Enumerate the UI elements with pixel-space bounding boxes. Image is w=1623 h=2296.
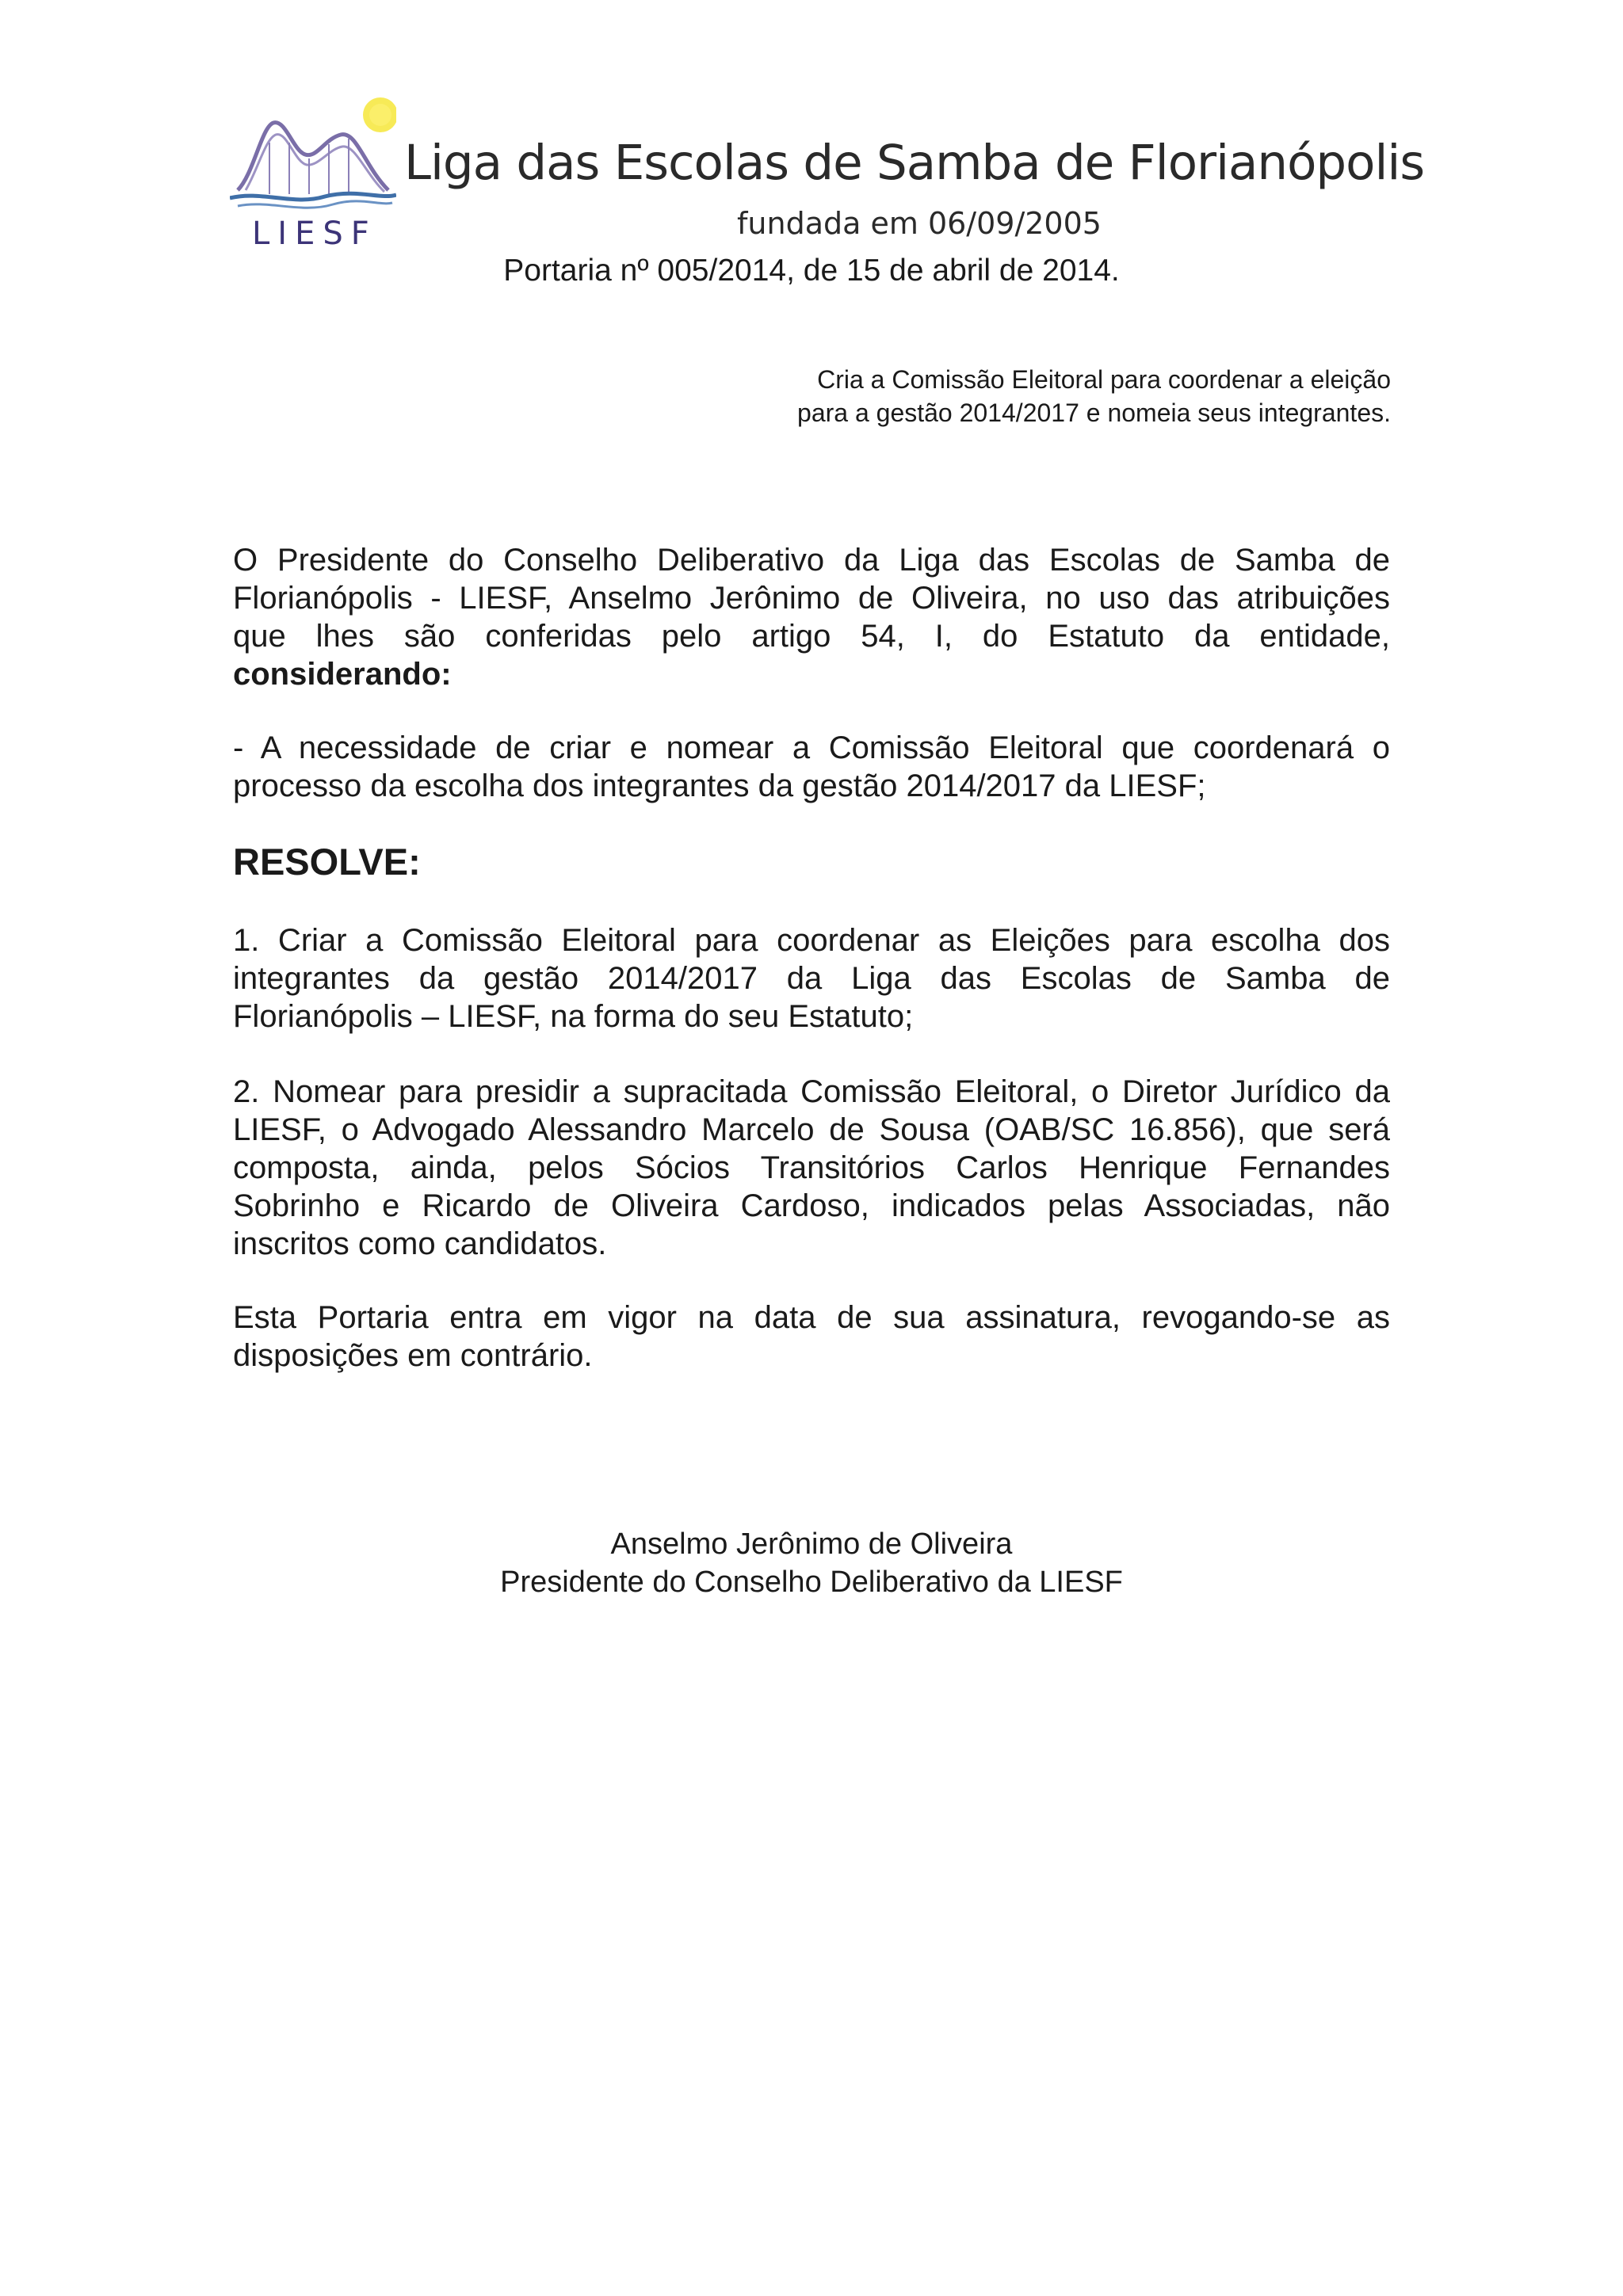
paragraph-line: 2. Nomear para presidir a supracitada Comissão Eleitoral, o Diretor Jurídico da xyxy=(233,1074,1390,1109)
resolve-heading: RESOLVE: xyxy=(233,841,421,883)
paragraph-line: Esta Portaria entra em vigor na data de sua assinatura, revogando-se as xyxy=(233,1300,1390,1335)
considerando-paragraph xyxy=(233,729,1390,805)
signatory-name: Anselmo Jerônimo de Oliveira xyxy=(610,1527,1013,1561)
paragraph-line: composta, ainda, pelos Sócios Transitórios Carlos Henrique Fernandes xyxy=(233,1150,1390,1185)
water-icon xyxy=(230,193,396,200)
preamble-paragraph xyxy=(233,541,1390,693)
paragraph-line: 1. Criar a Comissão Eleitoral para coordenar as Eleições para escolha dos xyxy=(233,923,1390,958)
signatory-role: Presidente do Conselho Deliberativo da LIESF xyxy=(500,1566,1123,1599)
ementa-line: para a gestão 2014/2017 e nomeia seus integrantes. xyxy=(797,399,1391,427)
liesf-logo xyxy=(230,95,396,254)
paragraph-line: O Presidente do Conselho Deliberativo da Liga das Escolas de Samba de xyxy=(233,543,1390,578)
item-2-paragraph xyxy=(233,1073,1390,1263)
paragraph-line: inscritos como candidatos. xyxy=(233,1226,607,1261)
organization-name: Liga das Escolas de Samba de Florianópolis xyxy=(404,135,1425,191)
item-1-paragraph xyxy=(233,921,1390,1035)
paragraph-line: - A necessidade de criar e nomear a Comissão Eleitoral que coordenará o xyxy=(233,730,1390,765)
paragraph-line: processo da escolha dos integrantes da gestão 2014/2017 da LIESF; xyxy=(233,769,1206,803)
ementa xyxy=(678,363,1391,429)
document-title: Portaria nº 005/2014, de 15 de abril de 2014. xyxy=(503,254,1120,288)
ementa-line: Cria a Comissão Eleitoral para coordenar a eleição xyxy=(817,365,1391,394)
letterhead xyxy=(230,95,1425,254)
signature-block xyxy=(0,1525,1623,1601)
closing-paragraph xyxy=(233,1299,1390,1375)
paragraph-line: Florianópolis – LIESF, na forma do seu Estatuto; xyxy=(233,999,914,1034)
paragraph-line: LIESF, o Advogado Alessandro Marcelo de Sousa (OAB/SC 16.856), que será xyxy=(233,1112,1390,1147)
paragraph-line: Sobrinho e Ricardo de Oliveira Cardoso, indicados pelas Associadas, não xyxy=(233,1188,1390,1223)
paragraph-line: Florianópolis - LIESF, Anselmo Jerônimo de Oliveira, no uso das atribuições xyxy=(233,581,1390,616)
considerando-label: considerando: xyxy=(233,657,452,692)
paragraph-line: que lhes são conferidas pelo artigo 54, I, do Estatuto da entidade, xyxy=(233,619,1390,654)
logo-text: LIESF xyxy=(252,215,377,252)
founded-date: fundada em 06/09/2005 xyxy=(737,206,1102,241)
paragraph-line: disposições em contrário. xyxy=(233,1338,593,1373)
paragraph-line: integrantes da gestão 2014/2017 da Liga das Escolas de Samba de xyxy=(233,961,1390,996)
